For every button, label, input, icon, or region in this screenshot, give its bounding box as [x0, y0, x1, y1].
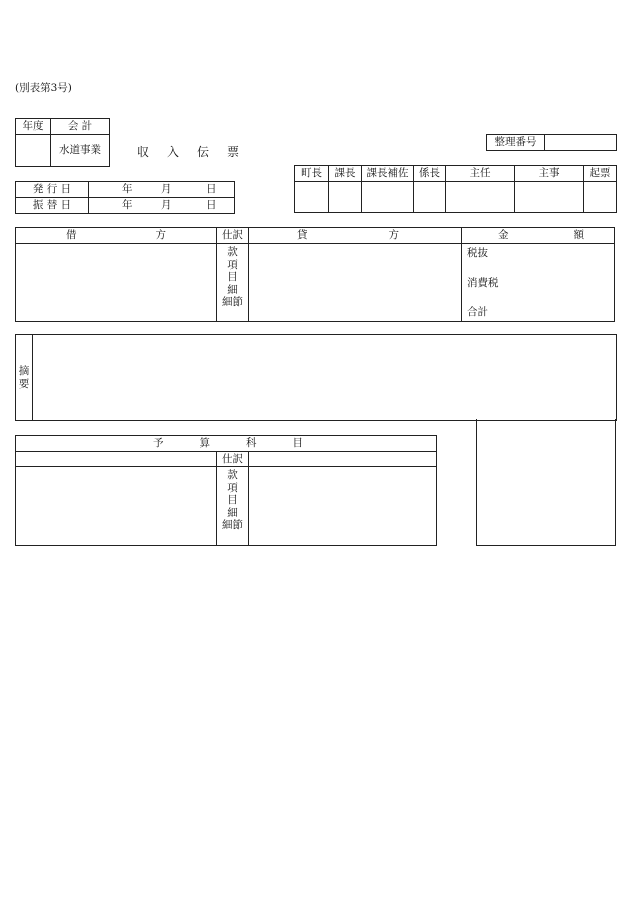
tax-label: 消費税 — [467, 277, 499, 289]
year-cell[interactable] — [16, 135, 51, 167]
form-number-label: (別表第3号) — [15, 82, 72, 94]
journal-table — [15, 227, 615, 322]
shiwake-header: 仕訳 — [217, 228, 249, 244]
hi-label: 日 — [206, 198, 217, 211]
tax-excl-label: 税抜 — [467, 247, 488, 259]
title-char: 収 — [137, 145, 150, 159]
summary-field[interactable] — [33, 335, 617, 421]
approval-table — [294, 165, 617, 213]
budget-right-field[interactable] — [249, 467, 437, 546]
title-char: 伝 — [196, 145, 209, 159]
credit-field[interactable] — [249, 244, 462, 322]
approval-shunin: 主任 — [446, 166, 515, 182]
stamp-cell[interactable] — [295, 182, 329, 213]
dates-table — [15, 181, 235, 214]
seiri-number-table — [486, 134, 617, 151]
budget-levels — [217, 467, 249, 546]
stamp-cell[interactable] — [362, 182, 414, 213]
fiscal-account-table — [15, 118, 110, 167]
stamp-cell[interactable] — [329, 182, 362, 213]
issue-date-field[interactable] — [89, 182, 235, 198]
tsuki-label: 月 — [161, 198, 172, 211]
stamp-cell[interactable] — [584, 182, 617, 213]
stamp-cell[interactable] — [515, 182, 584, 213]
tsuki-label: 月 — [161, 182, 172, 195]
account-label: 会 計 — [51, 119, 110, 135]
approval-cho: 町長 — [295, 166, 329, 182]
saisetsu-label: 細節 — [222, 519, 243, 532]
title-char: 入 — [166, 145, 179, 159]
summary-table — [15, 334, 617, 421]
stamp-cell[interactable] — [414, 182, 446, 213]
approval-kakaricho: 係長 — [414, 166, 446, 182]
hi-label: 日 — [206, 182, 217, 195]
kan-label: 款 — [227, 246, 238, 258]
moku-label: 目 — [227, 494, 238, 507]
kou-label: 項 — [227, 258, 238, 271]
amount-field[interactable] — [462, 244, 615, 322]
nen-label: 年 — [122, 182, 133, 195]
budget-table — [15, 435, 437, 546]
title-char: 票 — [226, 145, 239, 159]
transfer-date-label: 振 替 日 — [16, 198, 89, 214]
budget-blank — [249, 452, 437, 467]
budget-left-field[interactable] — [16, 467, 217, 546]
transfer-date-field[interactable] — [89, 198, 235, 214]
nen-label: 年 — [122, 198, 133, 211]
stamp-cell[interactable] — [446, 182, 515, 213]
approval-kihyo: 起票 — [584, 166, 617, 182]
setsu-label: 細 — [227, 506, 238, 519]
year-label: 年度 — [16, 119, 51, 135]
seiri-number-field[interactable] — [545, 135, 617, 151]
amount-header: 金 額 — [462, 228, 615, 244]
debit-field[interactable] — [16, 244, 217, 322]
kou-label: 項 — [227, 481, 238, 494]
budget-blank — [16, 452, 217, 467]
seiri-number-label: 整理番号 — [487, 135, 545, 151]
summary-label: 摘 要 — [16, 335, 33, 421]
kan-label: 款 — [227, 469, 238, 481]
total-label: 合計 — [467, 306, 488, 318]
form-title — [137, 143, 239, 160]
credit-header: 貸 方 — [249, 228, 462, 244]
budget-title: 予 算 科 目 — [16, 436, 437, 452]
right-stamp-box[interactable] — [476, 419, 616, 546]
approval-kacho: 課長 — [329, 166, 362, 182]
debit-header: 借 方 — [16, 228, 217, 244]
saisetsu-label: 細節 — [222, 296, 243, 309]
setsu-label: 細 — [227, 283, 238, 296]
approval-shuji: 主事 — [515, 166, 584, 182]
issue-date-label: 発 行 日 — [16, 182, 89, 198]
budget-shiwake-header: 仕訳 — [217, 452, 249, 467]
moku-label: 目 — [227, 271, 238, 284]
account-value: 水道事業 — [51, 135, 110, 167]
shiwake-levels — [217, 244, 249, 322]
approval-kacho-hosa: 課長補佐 — [362, 166, 414, 182]
